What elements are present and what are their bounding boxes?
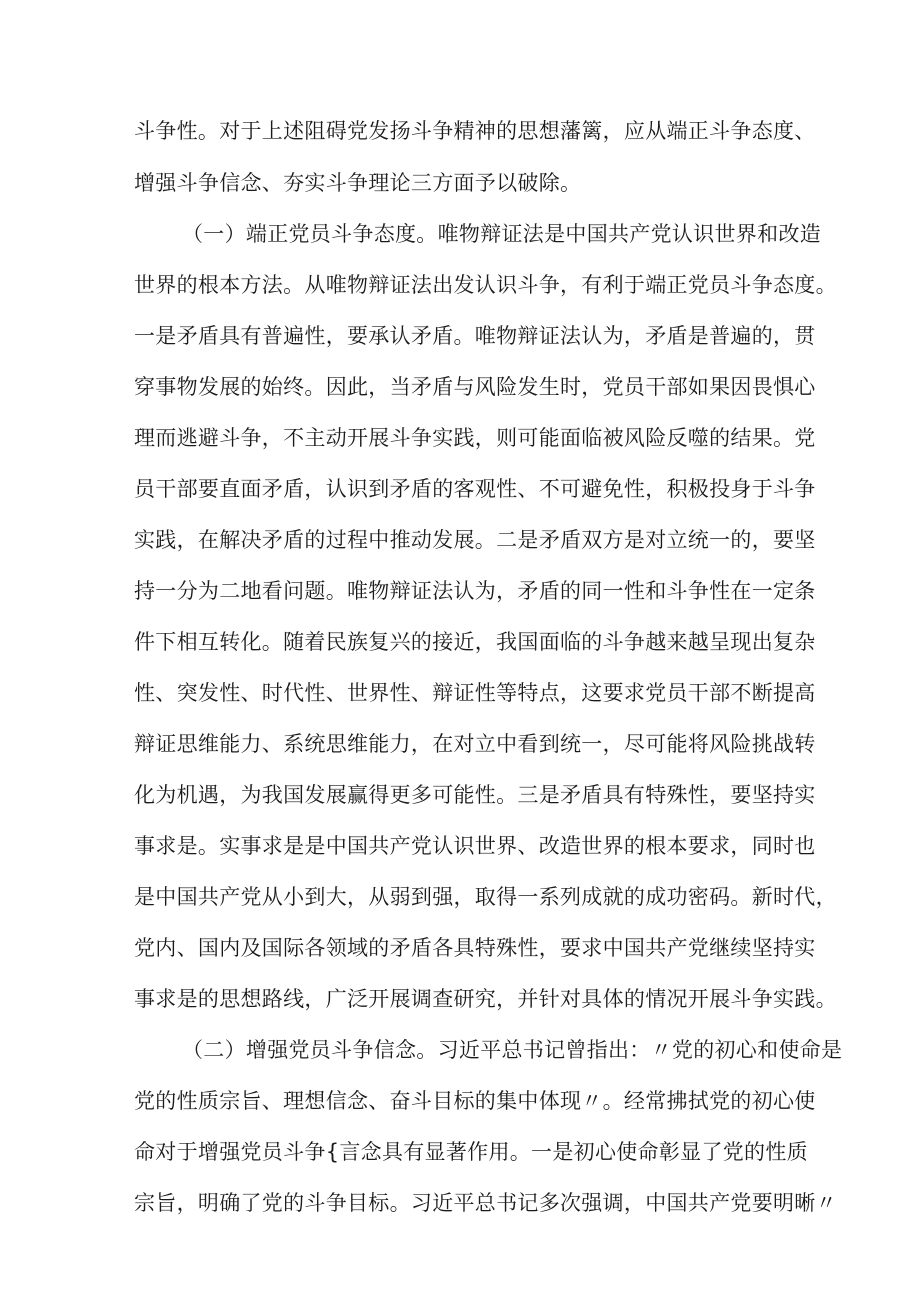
paragraph-2-line-11: 辩证思维能力、系统思维能力，在对立中看到统一，尽可能将风险挑战转 (134, 732, 816, 756)
paragraph-2-line-10: 性、突发性、时代性、世界性、辩证性等特点，这要求党员干部不断提高 (134, 681, 816, 705)
paragraph-2-line-9: 件下相互转化。随着民族复兴的接近，我国面临的斗争越来越呈现出复杂 (134, 630, 816, 654)
paragraph-2-line-6: 员干部要直面矛盾，认识到矛盾的客观性、不可避免性，积极投身于斗争 (134, 477, 816, 501)
paragraph-2-line-16: 事求是的思想路线，广泛开展调查研究，并针对具体的情况开展斗争实践。 (134, 987, 837, 1011)
paragraph-2-line-1: （一）端正党员斗争态度。唯物辩证法是中国共产党认识世界和改造 (182, 222, 821, 246)
paragraph-2-line-4: 穿事物发展的始终。因此，当矛盾与风险发生时，党员干部如果因畏惧心 (134, 375, 816, 399)
paragraph-2-line-14: 是中国共产党从小到大，从弱到强，取得一系列成就的成功密码。新时代， (134, 885, 837, 909)
paragraph-3-line-4: 宗旨，明确了党的斗争目标。习近平总书记多次强调，中国共产党要明晰〃 (134, 1191, 837, 1215)
paragraph-2-line-3: 一是矛盾具有普遍性，要承认矛盾。唯物辩证法认为，矛盾是普遍的，贯 (134, 324, 816, 348)
paragraph-2-line-13: 事求是。实事求是是中国共产党认识世界、改造世界的根本要求，同时也 (134, 834, 816, 858)
paragraph-2-line-2: 世界的根本方法。从唯物辩证法出发认识斗争，有利于端正党员斗争态度。 (134, 273, 837, 297)
paragraph-3-line-2: 党的性质宗旨、理想信念、奋斗目标的集中体现〃。经常拂拭党的初心使 (134, 1089, 816, 1113)
paragraph-3-line-1: （二）增强党员斗争信念。习近平总书记曾指出：〃党的初心和使命是 (182, 1038, 843, 1062)
paragraph-2-line-15: 党内、国内及国际各领域的矛盾各具特殊性，要求中国共产党继续坚持实 (134, 936, 816, 960)
paragraph-3-line-3: 命对于增强党员斗争{言念具有显著作用。一是初心使命彰显了党的性质 (134, 1140, 808, 1164)
paragraph-1-line-2: 增强斗争信念、夯实斗争理论三方面予以破除。 (134, 171, 582, 195)
paragraph-2-line-7: 实践，在解决矛盾的过程中推动发展。二是矛盾双方是对立统一的，要坚 (134, 528, 816, 552)
paragraph-2-line-12: 化为机遇，为我国发展赢得更多可能性。三是矛盾具有特殊性，要坚持实 (134, 783, 816, 807)
paragraph-2-line-8: 持一分为二地看问题。唯物辩证法认为，矛盾的同一性和斗争性在一定条 (134, 579, 816, 603)
paragraph-2-line-5: 理而逃避斗争，不主动开展斗争实践，则可能面临被风险反噬的结果。党 (134, 426, 816, 450)
paragraph-1-line-1: 斗争性。对于上述阻碍党发扬斗争精神的思想藩篱，应从端正斗争态度、 (134, 119, 816, 143)
